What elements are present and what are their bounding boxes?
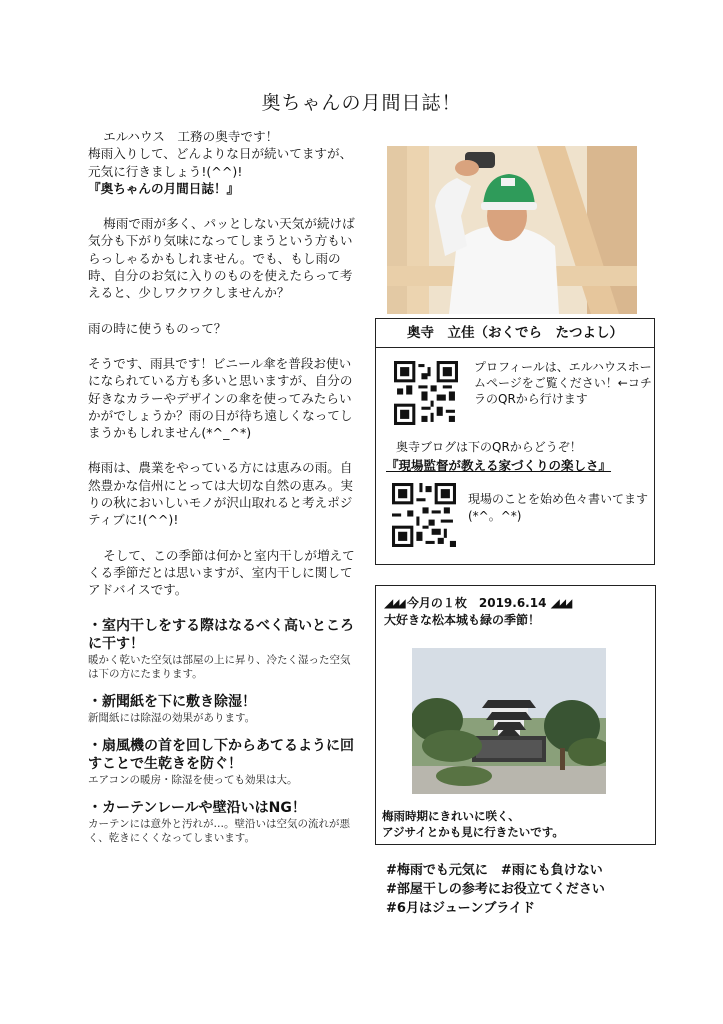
main-column	[88, 128, 358, 857]
profile-box	[375, 318, 655, 565]
hashtag-line: #梅雨でも元気に #雨にも負けない	[386, 863, 603, 878]
tip-heading: ・カーテンレールや壁沿いはNG！	[88, 799, 306, 816]
tip-body: 新聞紙には除湿の効果があります。	[88, 711, 256, 724]
hashtags	[386, 861, 605, 918]
intro-line2: 梅雨入りして、どんよりな日が続いてますが、元気に行きましょう!(^^)!	[88, 146, 353, 179]
tip-body: 暖かく乾いた空気は部屋の上に昇り、冷たく湿った空気は下の方にたまります。	[88, 653, 351, 680]
blog-intro: 奥寺ブログは下のQRからどうぞ！	[396, 440, 582, 454]
paragraph-question: 雨の時に使うものって？	[88, 320, 227, 336]
tip-body: エアコンの暖房・除湿を使っても効果は大。	[88, 773, 298, 786]
worker-photo	[387, 146, 637, 314]
tip-heading: ・新聞紙を下に敷き除湿！	[88, 693, 256, 710]
caption-line1: 梅雨時期にきれいに咲く、	[382, 809, 520, 823]
intro-paragraph	[88, 128, 358, 197]
paragraph-farming: 梅雨は、農業をやっている方には恵みの雨。自然豊かな信州にとっては大切な自然の恵み。実りの秋においしいモノが沢山取れると考えポジティブに!(^^)!	[88, 460, 353, 528]
profile-name: 奥寺 立佳（おくでら たつよし）	[376, 319, 654, 348]
paragraph-umbrella: そうです、雨具です！ビニール傘を普段お使いになられている方も多いと思いますが、自分の好きなカラーやデザインの傘を使ってみたらいかがでしょうか？雨の日が待ち遠しくなってしまうかもしれません(*^_^*)	[88, 355, 353, 441]
tips-list	[88, 617, 358, 845]
castle-illustration	[412, 648, 606, 794]
photo-of-month-caption	[382, 808, 564, 840]
castle-photo	[412, 648, 606, 794]
caption-line2: アジサイとかも見に行きたいです。	[382, 825, 564, 839]
intro-bold-title: 『奥ちゃんの月間日誌！』	[88, 180, 240, 196]
blog-qr-code[interactable]	[392, 483, 456, 547]
blog-text: 現場のことを始め色々書いてます(*^。^*)	[468, 492, 649, 523]
paragraph-indoor-drying: そして、この季節は何かと室内干しが増えてくる季節だとは思いますが、室内干しに関してアドバイスです。	[88, 547, 355, 598]
hashtag-line: #6月はジューンブライド	[386, 901, 536, 916]
triangle-decoration-icon: ◢◢◢	[384, 596, 403, 610]
photo-of-month-label: 今月の１枚 2019.6.14	[406, 596, 547, 610]
profile-qr-code[interactable]	[394, 361, 458, 425]
photo-of-month-subtitle: 大好きな松本城も緑の季節！	[384, 613, 541, 627]
profile-text: プロフィールは、エルハウスホームページをご覧ください！←コチラのQRから行けます	[474, 360, 652, 406]
hashtag-line: #部屋干しの参考にお役立てください	[386, 882, 605, 897]
tip-heading: ・室内干しをする際はなるべく高いところに干す！	[88, 617, 354, 652]
page-title: 奥ちゃんの月間日誌！	[261, 92, 462, 114]
intro-line1: エルハウス 工務の奥寺です！	[103, 129, 279, 144]
worker-photo-illustration	[387, 146, 637, 314]
tip-body: カーテンには意外と汚れが…。壁沿いは空気の流れが悪く、乾きにくくなってしまいます。	[88, 817, 350, 844]
blog-title-link[interactable]: 『現場監督が教える家づくりの楽しさ』	[386, 458, 612, 473]
paragraph-rain: 梅雨で雨が多く、パッとしない天気が続けば気分も下がり気味になってしまうという方もいらっしゃるかもしれません。でも、もし雨の時、自分のお気に入りのものを使えたらって考えると、少しワクワクしませんか？	[88, 216, 355, 301]
tip-heading: ・扇風機の首を回し下からあてるように回すことで生乾きを防ぐ！	[88, 737, 354, 772]
photo-of-month-heading	[384, 594, 569, 611]
triangle-decoration-icon: ◢◢◢	[550, 596, 570, 610]
photo-of-month-box	[375, 585, 656, 845]
